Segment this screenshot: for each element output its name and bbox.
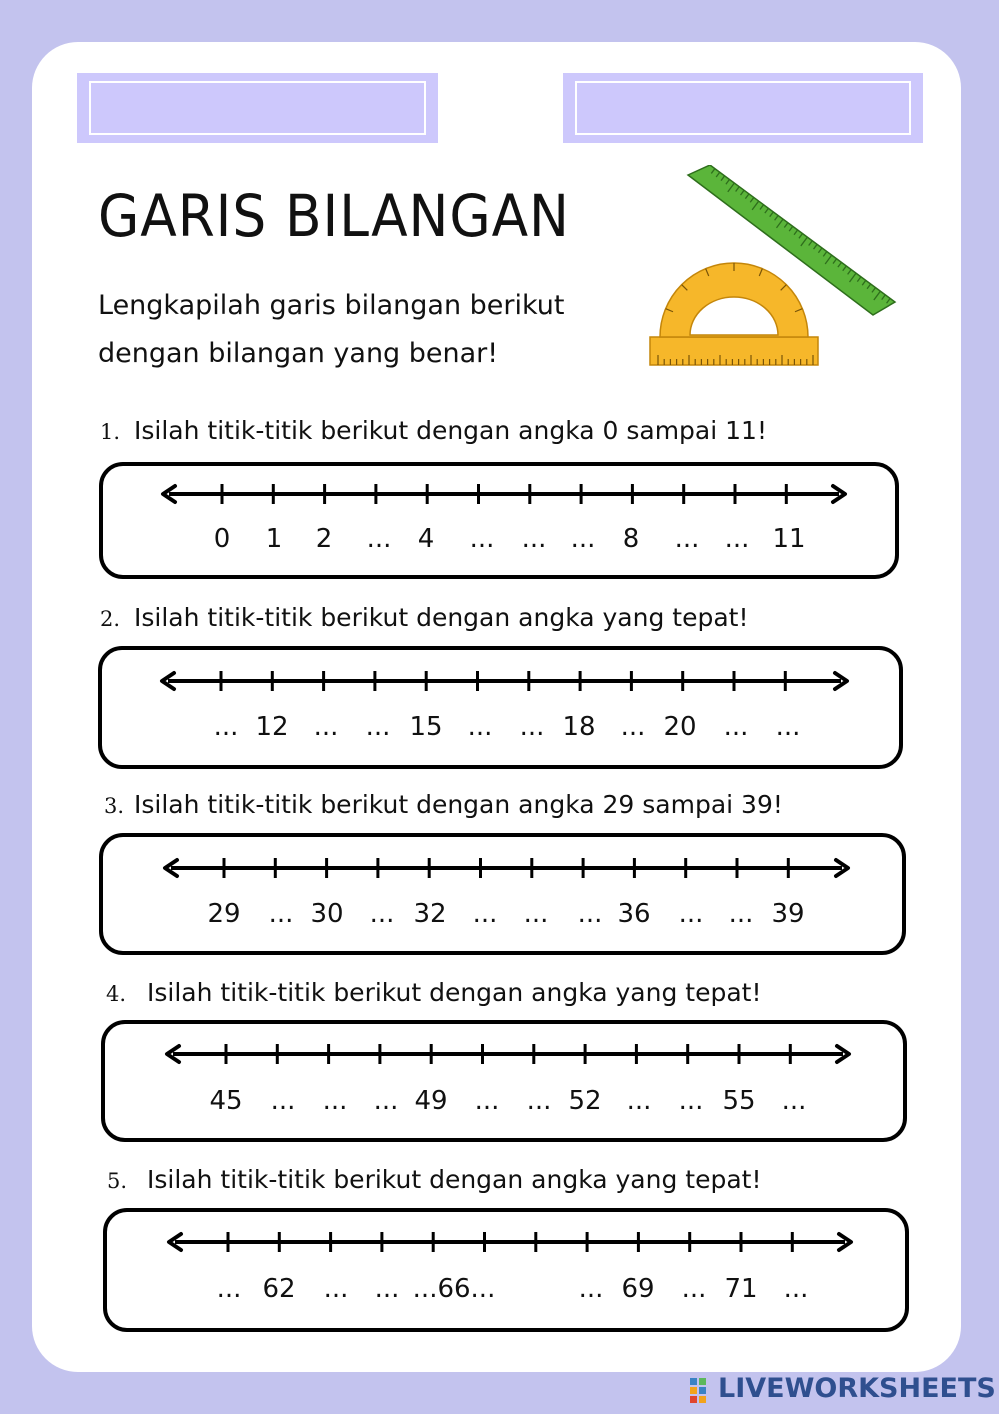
number-label[interactable]: ... <box>216 1274 242 1304</box>
number-label[interactable]: ... <box>674 524 700 554</box>
question-1-number: 1. <box>100 420 121 444</box>
number-label[interactable]: ... <box>373 1086 399 1116</box>
number-line-box-5 <box>103 1208 909 1332</box>
number-label[interactable]: ... <box>270 1086 296 1116</box>
number-label[interactable]: ... <box>783 1274 809 1304</box>
footer-brand: LIVEWORKSHEETS <box>718 1373 996 1404</box>
number-label[interactable]: ... <box>678 1086 704 1116</box>
number-line-box-3 <box>99 833 906 955</box>
protractor-icon <box>650 263 818 365</box>
number-line-box-2 <box>98 646 903 769</box>
question-3-number: 3. <box>104 794 125 818</box>
question-3-text: Isilah titik-titik berikut dengan angka 29 sampai 39! <box>134 790 783 819</box>
number-label: 39 <box>771 899 805 929</box>
number-label: 12 <box>255 712 289 742</box>
number-label[interactable]: ... <box>519 712 545 742</box>
number-label[interactable]: ... <box>474 1086 500 1116</box>
number-label[interactable]: ... <box>365 712 391 742</box>
number-label[interactable]: ... <box>578 1274 604 1304</box>
question-4-number: 4. <box>106 982 127 1006</box>
number-label[interactable]: ... <box>728 899 754 929</box>
instruction-text <box>98 282 658 378</box>
question-2-text: Isilah titik-titik berikut dengan angka yang tepat! <box>134 603 749 632</box>
class-tape-label <box>563 73 923 143</box>
number-label: 32 <box>413 899 447 929</box>
number-label: 29 <box>207 899 241 929</box>
number-label[interactable]: ... <box>322 1086 348 1116</box>
question-2-number: 2. <box>100 607 121 631</box>
number-label[interactable]: ... <box>570 524 596 554</box>
number-label: 4 <box>417 524 435 554</box>
instruction-line-1: Lengkapilah garis bilangan berikut <box>98 290 565 321</box>
number-label: 36 <box>617 899 651 929</box>
number-label: 18 <box>562 712 596 742</box>
number-label: 55 <box>722 1086 756 1116</box>
question-5-text: Isilah titik-titik berikut dengan angka yang tepat! <box>147 1165 762 1194</box>
number-label: 69 <box>621 1274 655 1304</box>
question-5-number: 5. <box>107 1169 128 1193</box>
number-label[interactable]: ... <box>469 524 495 554</box>
number-label: 30 <box>310 899 344 929</box>
number-label: 71 <box>724 1274 758 1304</box>
number-label[interactable]: ... <box>626 1086 652 1116</box>
number-line-box-1 <box>99 462 899 579</box>
number-label[interactable]: ... <box>369 899 395 929</box>
number-label[interactable]: ... <box>781 1086 807 1116</box>
number-label[interactable]: ... <box>723 712 749 742</box>
number-label[interactable]: ... <box>620 712 646 742</box>
number-label: 62 <box>262 1274 296 1304</box>
name-tape-label <box>77 73 438 143</box>
instruction-line-2: dengan bilangan yang benar! <box>98 338 499 369</box>
number-line-box-4 <box>101 1020 907 1142</box>
number-label[interactable]: ... <box>775 712 801 742</box>
question-1-text: Isilah titik-titik berikut dengan angka 0 sampai 11! <box>134 416 767 445</box>
number-label[interactable]: ... <box>374 1274 400 1304</box>
number-label: 49 <box>414 1086 448 1116</box>
number-label: 1 <box>265 524 283 554</box>
number-label: 15 <box>409 712 443 742</box>
number-label: 45 <box>209 1086 243 1116</box>
number-label[interactable]: ... <box>467 712 493 742</box>
number-label[interactable]: ... <box>681 1274 707 1304</box>
number-label: 20 <box>663 712 697 742</box>
page-title: GARIS BILANGAN <box>98 182 570 250</box>
number-label[interactable]: ... <box>323 1274 349 1304</box>
liveworksheets-logo-icon <box>690 1376 716 1404</box>
number-label: 0 <box>213 524 231 554</box>
number-label[interactable]: ... <box>678 899 704 929</box>
ruler-protractor-illustration <box>640 165 910 380</box>
number-label[interactable]: ... <box>521 524 547 554</box>
number-label[interactable]: ... <box>523 899 549 929</box>
question-4-text: Isilah titik-titik berikut dengan angka yang tepat! <box>147 978 762 1007</box>
number-label[interactable]: ... <box>268 899 294 929</box>
number-label[interactable]: ... <box>472 899 498 929</box>
number-label[interactable]: ... <box>313 712 339 742</box>
number-label[interactable]: ... <box>526 1086 552 1116</box>
number-label: 8 <box>622 524 640 554</box>
number-label[interactable]: ...66... <box>412 1274 496 1304</box>
number-label[interactable]: ... <box>213 712 239 742</box>
number-label[interactable]: ... <box>724 524 750 554</box>
number-label: 52 <box>568 1086 602 1116</box>
number-label: 2 <box>315 524 333 554</box>
number-label[interactable]: ... <box>366 524 392 554</box>
number-label[interactable]: ... <box>577 899 603 929</box>
number-label: 11 <box>772 524 806 554</box>
